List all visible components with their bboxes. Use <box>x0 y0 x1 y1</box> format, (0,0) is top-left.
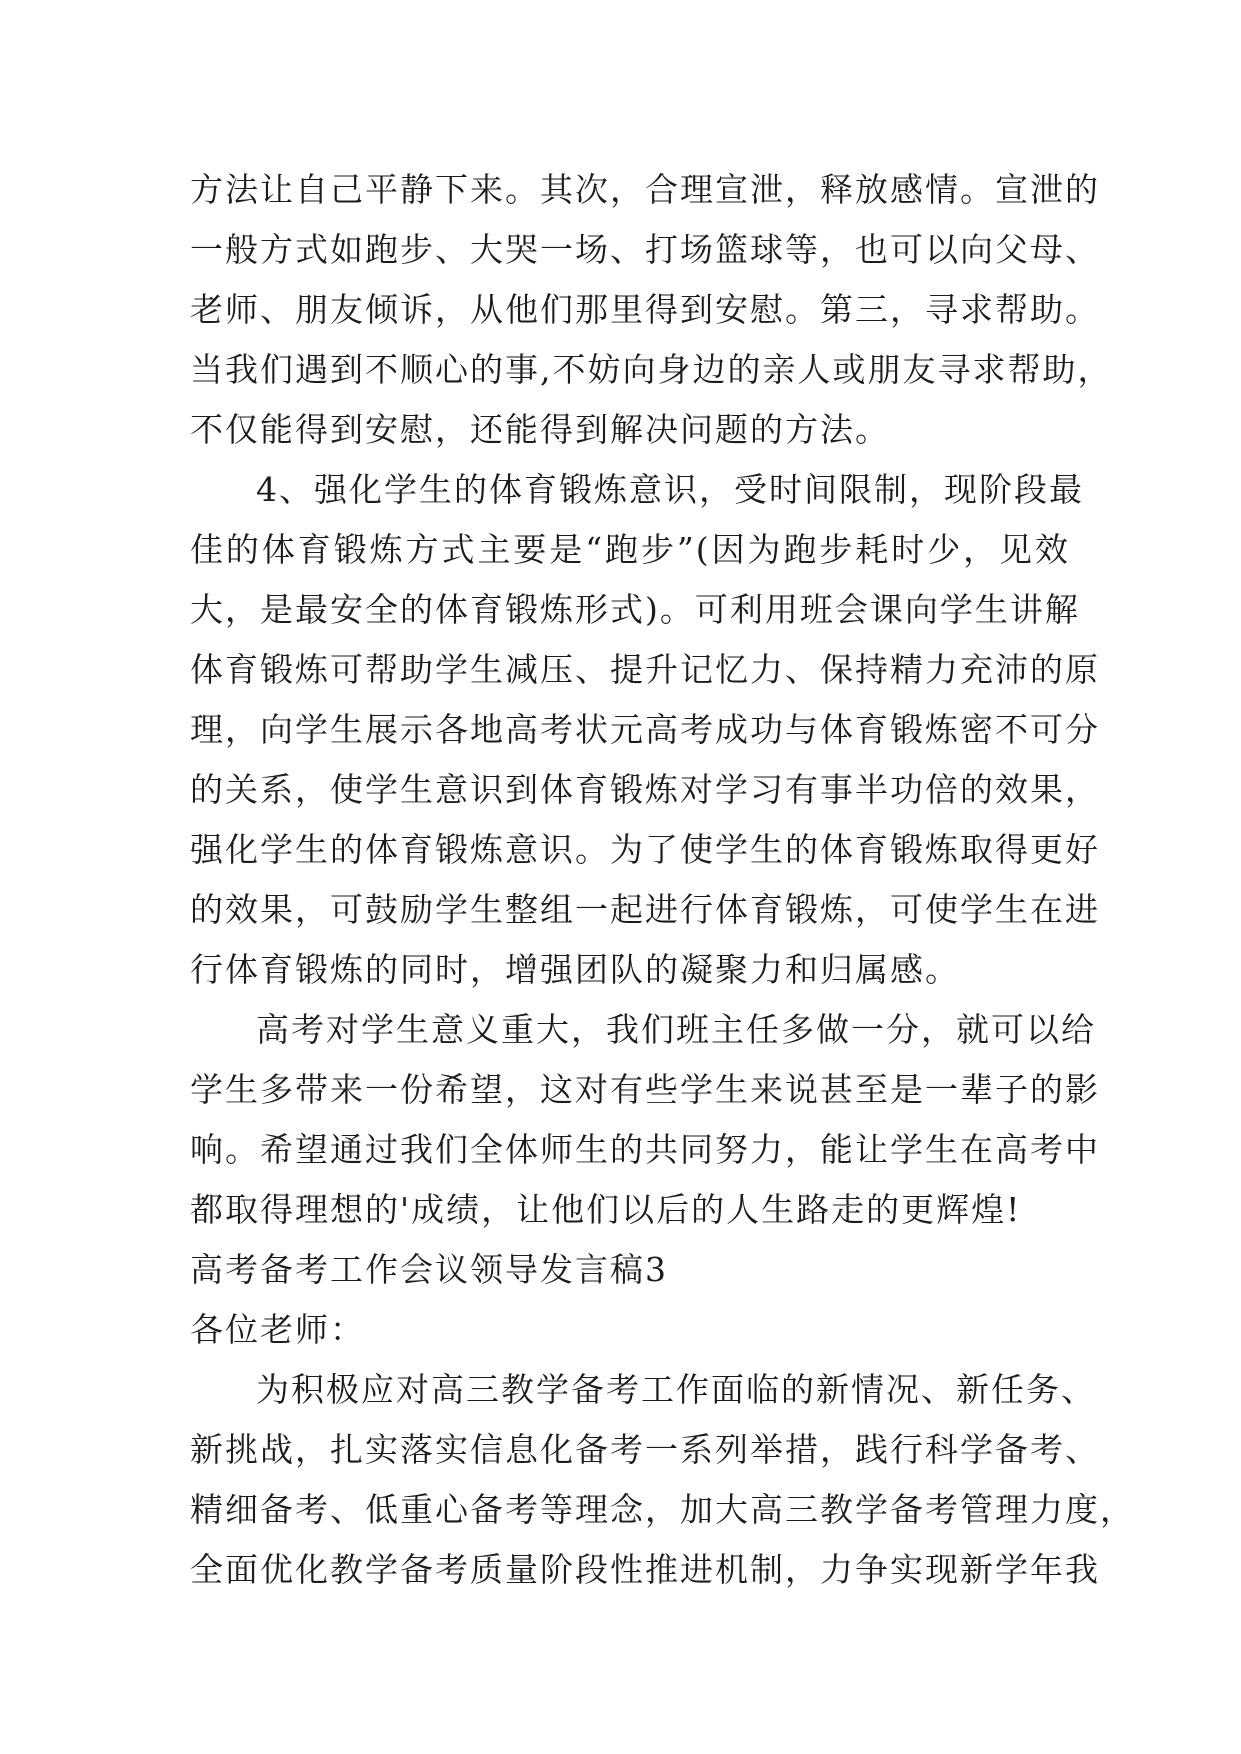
paragraph-line: 不仅能得到安慰，还能得到解决问题的方法。 <box>190 410 890 449</box>
paragraph-line: 体育锻炼可帮助学生减压、提升记忆力、保持精力充沛的原 <box>190 650 1100 689</box>
paragraph-line: 老师、朋友倾诉，从他们那里得到安慰。第三，寻求帮助。 <box>190 290 1100 329</box>
paragraph-line: 为积极应对高三教学备考工作面临的新情况、新任务、 <box>256 1370 1096 1409</box>
paragraph-line: 全面优化教学备考质量阶段性推进机制，力争实现新学年我 <box>190 1550 1100 1589</box>
paragraph-line: 都取得理想的'成绩，让他们以后的人生路走的更辉煌! <box>190 1190 1022 1229</box>
paragraph-line: 精细备考、低重心备考等理念，加大高三教学备考管理力度， <box>190 1490 1135 1529</box>
paragraph-line: 方法让自己平静下来。其次，合理宣泄，释放感情。宣泄的 <box>190 170 1100 209</box>
section-title: 高考备考工作会议领导发言稿3 <box>190 1250 668 1289</box>
salutation: 各位老师： <box>190 1310 365 1349</box>
paragraph-line: 理，向学生展示各地高考状元高考成功与体育锻炼密不可分 <box>190 710 1100 749</box>
paragraph-line: 的关系，使学生意识到体育锻炼对学习有事半功倍的效果， <box>190 770 1100 809</box>
document-body <box>190 160 1135 1600</box>
paragraph-line: 的效果，可鼓励学生整组一起进行体育锻炼，可使学生在进 <box>190 890 1100 929</box>
paragraph-line: 佳的体育锻炼方式主要是“跑步”(因为跑步耗时少，见效 <box>190 530 1070 569</box>
paragraph-line: 强化学生的体育锻炼意识。为了使学生的体育锻炼取得更好 <box>190 830 1100 869</box>
paragraph-line: 行体育锻炼的同时，增强团队的凝聚力和归属感。 <box>190 950 960 989</box>
paragraph-line: 响。希望通过我们全体师生的共同努力，能让学生在高考中 <box>190 1130 1100 1169</box>
paragraph-line: 4、强化学生的体育锻炼意识，受时间限制，现阶段最 <box>256 470 1084 509</box>
paragraph-line: 当我们遇到不顺心的事,不妨向身边的亲人或朋友寻求帮助， <box>190 350 1113 389</box>
paragraph-line: 一般方式如跑步、大哭一场、打场篮球等，也可以向父母、 <box>190 230 1100 269</box>
paragraph-line: 大，是最安全的体育锻炼形式)。可利用班会课向学生讲解 <box>190 590 1080 629</box>
paragraph-line: 新挑战，扎实落实信息化备考一系列举措，践行科学备考、 <box>190 1430 1100 1469</box>
paragraph-line: 高考对学生意义重大，我们班主任多做一分，就可以给 <box>256 1010 1096 1049</box>
paragraph-line: 学生多带来一份希望，这对有些学生来说甚至是一辈子的影 <box>190 1070 1100 1109</box>
